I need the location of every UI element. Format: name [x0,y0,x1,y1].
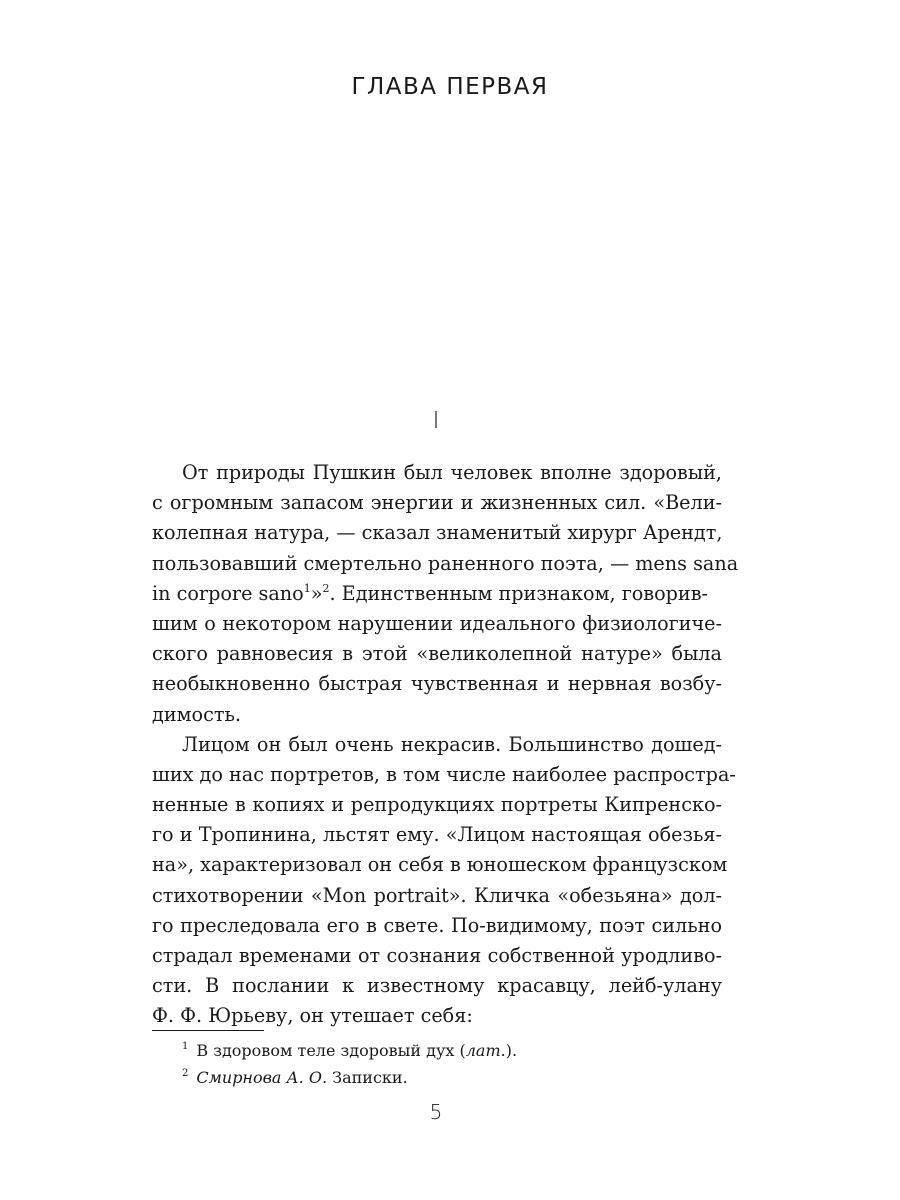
footnote-text: В здоровом теле здоровый дух ( [196,1041,466,1060]
section-numeral: I [432,408,440,434]
body-text [152,458,739,1032]
text-line: колепная натура, — сказал знаменитый хирург Арендт, [152,521,723,545]
footnotes [182,1037,722,1091]
text-line: с огромным запасом энергии и жизненных сил. «Вели- [152,491,722,515]
text-fragment: in corpore sano [152,581,304,605]
text-line: От природы Пушкин был человек вполне здоровый, [182,461,722,484]
text-fragment: » [310,581,323,605]
footnote-text: Записки. [327,1068,408,1087]
text-line: ших до нас портретов, в том числе наиболее распростра- [152,762,736,786]
text-line: пользовавший смертельно раненного поэта, — mens sana [152,551,739,575]
text-line: необыкновенно быстрая чувственная и нервная возбу- [152,672,722,696]
chapter-title: ГЛАВА ПЕРВАЯ [351,74,549,100]
footnote-ref-1: 1 [303,581,311,595]
text-line: Ф. Ф. Юрьеву, он утешает себя: [152,1004,473,1028]
text-line-with-footnotes [152,579,722,609]
footnote-divider [152,1030,264,1031]
footnote-marker: 1 [182,1041,189,1052]
footnote-italic: лат. [465,1041,506,1060]
text-line: ненные в копиях и репродукциях портреты Кипренско- [152,793,722,817]
text-line: шим о некотором нарушении идеального физиологиче- [152,611,722,635]
footnote-2 [182,1064,722,1091]
text-fragment: . Единственным признаком, говорив- [329,581,709,605]
footnote-italic: Смирнова А. О. [196,1068,328,1087]
text-line: сти. В послании к известному красавцу, лейб-улану [152,974,722,998]
text-line: го и Тропинина, льстят ему. «Лицом настоящая обезья- [152,823,722,847]
page-number: 5 [429,1100,443,1124]
footnote-1 [182,1037,722,1064]
footnote-marker: 2 [182,1068,189,1079]
text-line: ского равновесия в этой «великолепной натуре» была [152,642,722,666]
text-line: го преследовала его в свете. По-видимому, поэт сильно [152,913,722,937]
text-line: Лицом он был очень некрасив. Большинство дошед- [182,732,722,756]
text-line: на», характеризовал он себя в юношеском французском [152,853,728,877]
text-line: димость. [152,702,241,726]
text-line: стихотворении «Mon portrait». Кличка «обезьяна» дол- [152,883,722,907]
footnote-text: ). [505,1041,518,1060]
text-line: страдал временами от сознания собственной уродливо- [152,944,722,967]
footnote-ref-2: 2 [322,581,330,595]
